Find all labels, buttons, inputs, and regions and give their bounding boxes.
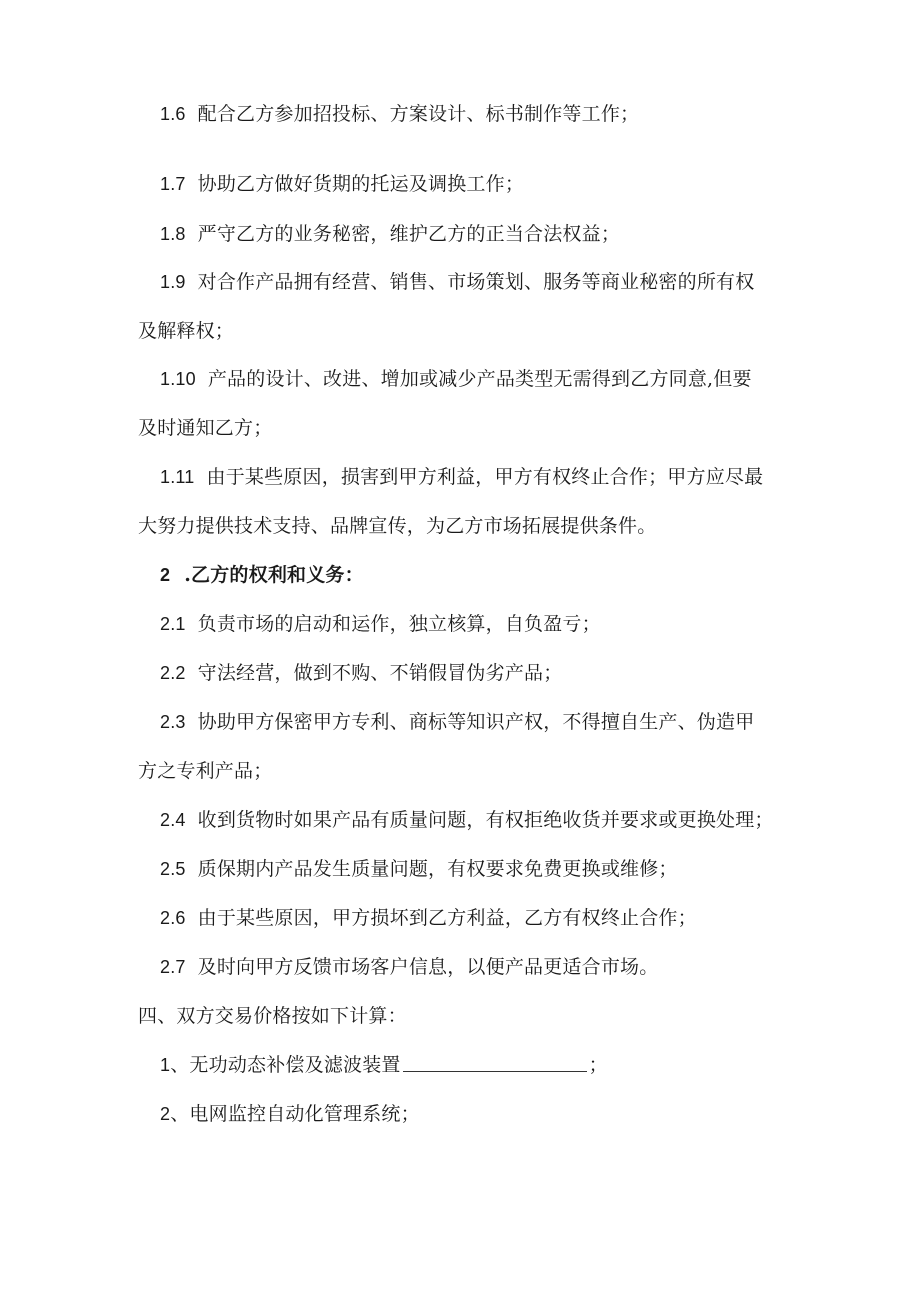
price-item-text: 、无功动态补偿及滤波装置 [170, 1054, 401, 1076]
clause-2-2 [160, 661, 562, 685]
clause-number: 1.9 [160, 272, 186, 292]
clause-number: 1.6 [160, 104, 186, 124]
price-blank-line[interactable] [403, 1053, 587, 1072]
clause-number: 2.4 [160, 810, 186, 830]
clause-1-10 [160, 367, 752, 391]
price-item-suffix: ； [588, 1054, 608, 1076]
clause-number: 1.7 [160, 174, 186, 194]
clause-2-5 [160, 857, 678, 881]
clause-2-3-continuation: 方之专利产品； [138, 760, 273, 782]
clause-number: 2.3 [160, 712, 186, 732]
clause-1-11 [160, 465, 763, 489]
clause-text: 收到货物时如果产品有质量问题，有权拒绝收货并要求或更换处理； [197, 809, 774, 831]
clause-text: 产品的设计、改进、增加或减少产品类型无需得到乙方同意,但要 [207, 368, 752, 390]
clause-1-9 [160, 270, 754, 294]
clause-1-11-continuation: 大努力提供技术支持、品牌宣传，为乙方市场拓展提供条件。 [138, 515, 657, 537]
clause-number: 1.8 [160, 224, 186, 244]
clause-text: 协助乙方做好货期的托运及调换工作； [197, 173, 525, 195]
price-item-1 [160, 1053, 608, 1077]
clause-1-8 [160, 222, 620, 246]
price-item-number: 1 [160, 1055, 171, 1075]
clause-text: 严守乙方的业务秘密，维护乙方的正当合法权益； [197, 223, 621, 245]
clause-text: 协助甲方保密甲方专利、商标等知识产权，不得擅自生产、伪造甲 [197, 711, 755, 733]
clause-text: 质保期内产品发生质量问题，有权要求免费更换或维修； [197, 858, 678, 880]
clause-2-3 [160, 710, 754, 734]
clause-text: 由于某些原因，甲方损坏到乙方利益，乙方有权终止合作； [197, 907, 697, 929]
clause-text: 守法经营，做到不购、不销假冒伪劣产品； [197, 662, 563, 684]
section-title: .乙方的权利和义务： [184, 564, 364, 586]
clause-number: 2.6 [160, 908, 186, 928]
clause-1-6 [160, 102, 639, 126]
clause-text: 对合作产品拥有经营、销售、市场策划、服务等商业秘密的所有权 [197, 271, 755, 293]
clause-number: 2.5 [160, 859, 186, 879]
clause-1-9-continuation: 及解释权； [138, 320, 235, 342]
clause-1-7 [160, 172, 524, 196]
section-2-heading [160, 563, 364, 587]
section-number: 2 [160, 565, 171, 585]
clause-2-6 [160, 906, 697, 930]
clause-text: 配合乙方参加招投标、方案设计、标书制作等工作； [197, 103, 640, 125]
clause-2-4 [160, 808, 774, 832]
clause-number: 1.10 [160, 369, 196, 389]
clause-number: 1.11 [160, 467, 195, 487]
price-item-number: 2 [160, 1104, 171, 1124]
clause-1-10-continuation: 及时通知乙方； [138, 417, 273, 439]
price-item-text: 、电网监控自动化管理系统； [170, 1103, 420, 1125]
clause-number: 2.1 [160, 614, 186, 634]
clause-2-1 [160, 612, 601, 636]
clause-2-7 [160, 955, 658, 979]
clause-number: 2.2 [160, 663, 186, 683]
section-4-heading: 四、双方交易价格按如下计算： [138, 1005, 407, 1027]
clause-text: 负责市场的启动和运作，独立核算，自负盈亏； [197, 613, 601, 635]
price-item-2 [160, 1102, 420, 1126]
clause-text: 及时向甲方反馈市场客户信息，以便产品更适合市场。 [197, 956, 659, 978]
clause-text: 由于某些原因，损害到甲方利益，甲方有权终止合作；甲方应尽最 [206, 466, 764, 488]
clause-number: 2.7 [160, 957, 186, 977]
